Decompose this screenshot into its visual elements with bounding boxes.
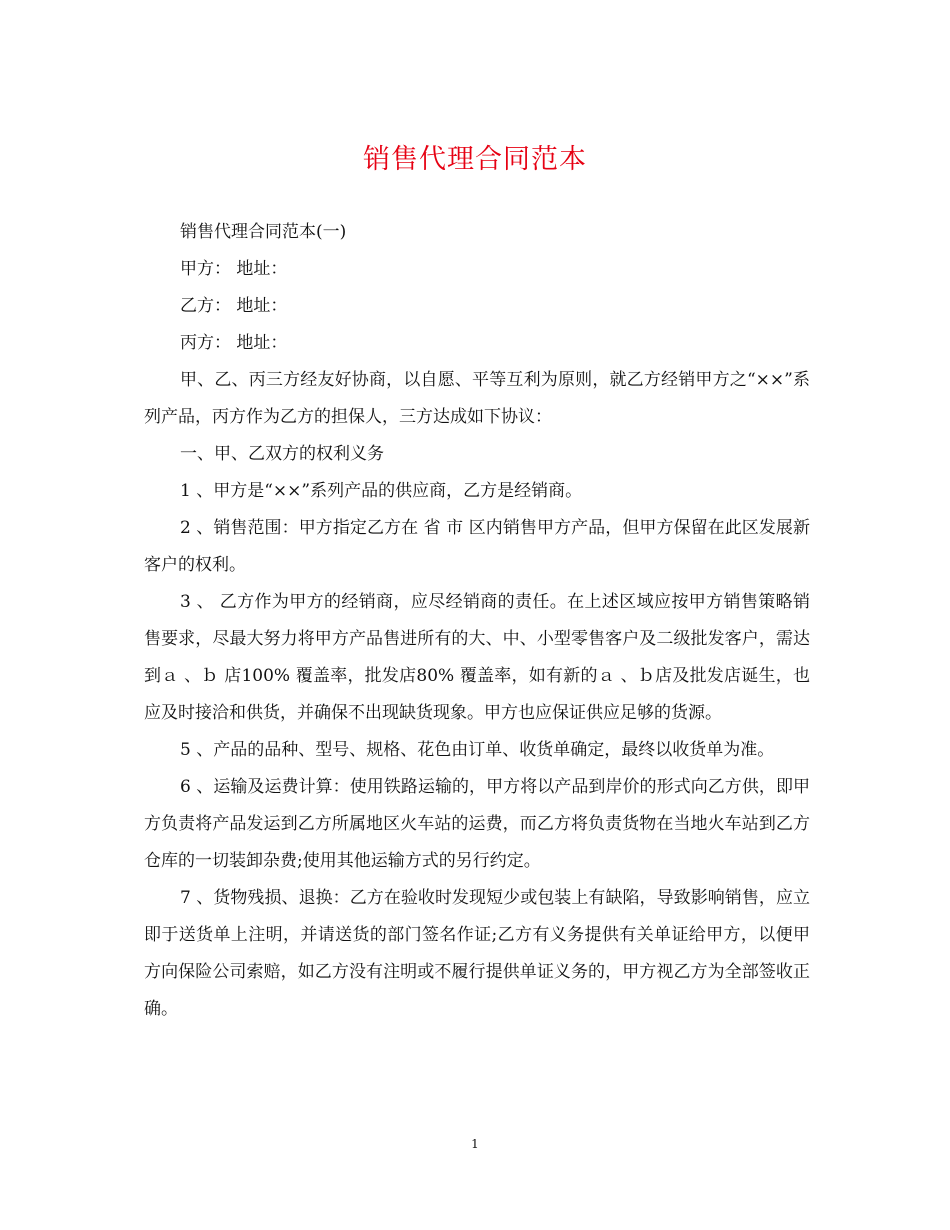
paragraph: 丙方： 地址： <box>180 333 288 353</box>
paragraph: 5 、产品的品种、型号、规格、花色由订单、收货单确定，最终以收货单为准。 <box>180 740 775 760</box>
paragraph: 7 、货物残损、退换：乙方在验收时发现短少或包装上有缺陷，导致影响销售，应立即于送货单上注明，并请送货的部门签名作证;乙方有义务提供有关单证给甲方，以便甲方向保险公司索赔，如乙方没有注明或不履行提供单证义务的，甲方视乙方为全部签收正确。 <box>144 888 810 1019</box>
paragraph: 销售代理合同范本(一) <box>180 222 347 242</box>
paragraph: 乙方： 地址： <box>180 296 288 316</box>
paragraph: 1 、甲方是“××”系列产品的供应商，乙方是经销商。 <box>180 481 583 501</box>
section-heading: 一、甲、乙双方的权利义务 <box>180 444 384 464</box>
paragraph: 6 、运输及运费计算：使用铁路运输的，甲方将以产品到岸价的形式向乙方供，即甲方负责将产品发运到乙方所属地区火车站的运费，而乙方将负责货物在当地火车站到乙方仓库的一切装卸杂费;使用其他运输方式的另行约定。 <box>144 777 810 871</box>
document-title: 销售代理合同范本 <box>363 144 587 175</box>
paragraph: 甲方： 地址： <box>180 259 288 279</box>
paragraph: 3 、 乙方作为甲方的经销商，应尽经销商的责任。在上述区域应按甲方销售策略销售要求，尽最大努力将甲方产品售进所有的大、中、小型零售客户及二级批发客户，需达到ａ 、ｂ 店100% 覆盖率，批发店80% 覆盖率，如有新的ａ 、ｂ店及批发店诞生，也应及时接洽和供货，并确保不出现缺货现象。甲方也应保证供应足够的货源。 <box>144 592 810 723</box>
page-number: 1 <box>471 1137 479 1151</box>
paragraph: 甲、乙、丙三方经友好协商，以自愿、平等互利为原则，就乙方经销甲方之“××”系列产品，丙方作为乙方的担保人，三方达成如下协议： <box>144 370 810 427</box>
paragraph: 2 、销售范围：甲方指定乙方在 省 市 区内销售甲方产品，但甲方保留在此区发展新客户的权利。 <box>144 518 810 575</box>
document-body <box>144 214 810 1028</box>
